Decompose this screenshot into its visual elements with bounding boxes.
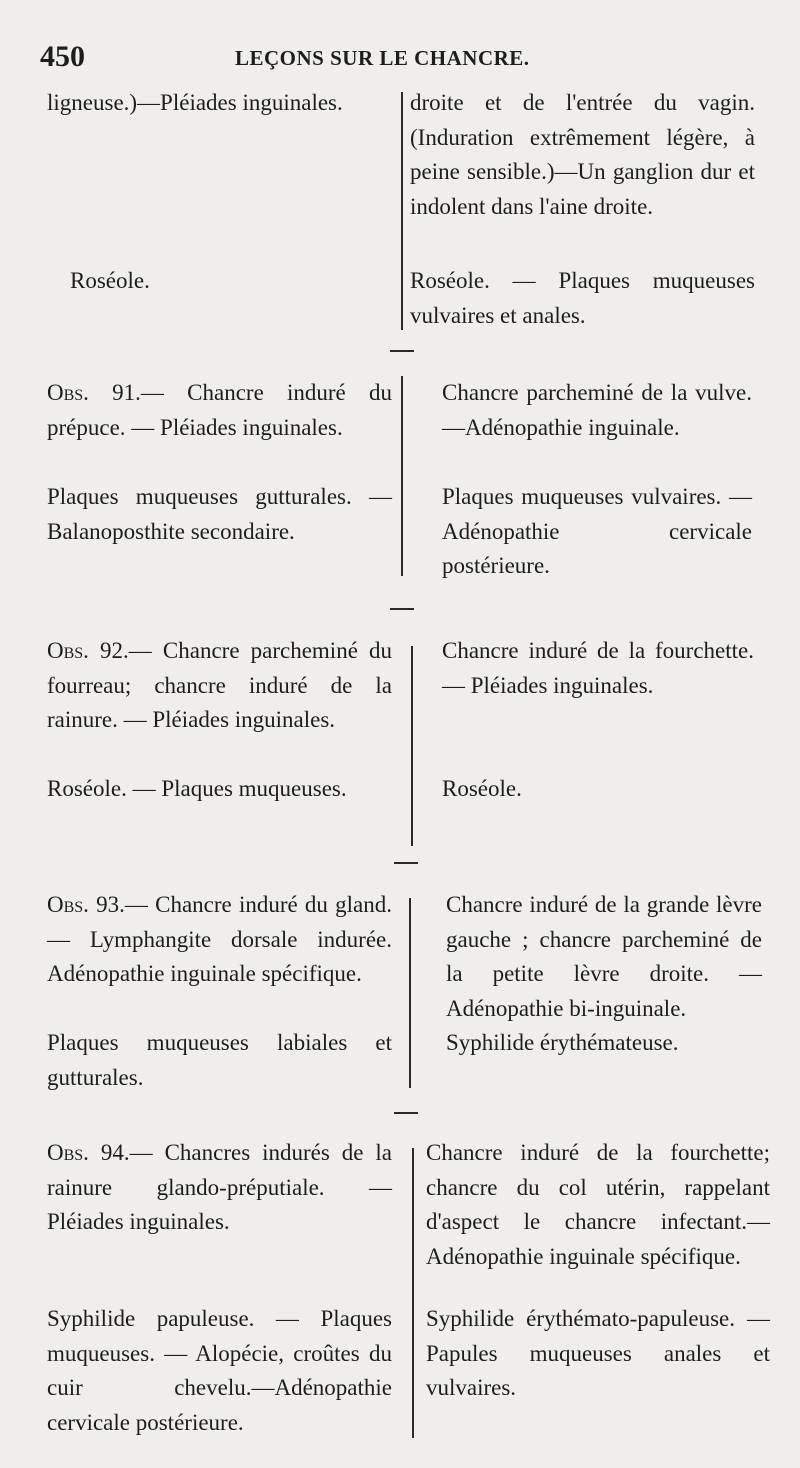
- intro-left-text: ligneuse.)—Pléiades inguinales.: [47, 90, 343, 115]
- obs-label: Obs. 93.: [47, 892, 125, 917]
- obs94-left-text: Obs. 94.— Chancres indurés de la rainure glando-préputiale. — Pléiades inguinales.: [47, 1140, 392, 1234]
- intro-left-secondary: Roséole.: [70, 268, 150, 293]
- obs-label: Obs. 94.: [47, 1140, 130, 1165]
- obs93-right-text: Chancre induré de la grande lèvre gauche ; chancre parcheminé de la petite lèvre droite. — Adénopathie bi-inguinale.: [446, 892, 762, 1021]
- obs93-left-secondary: Plaques muqueuses labiales et gutturales.: [47, 1030, 392, 1090]
- obs94-right-text: Chancre induré de la fourchette; chancre du col utérin, rappelant d'aspect le chancre infectant.— Adénopathie inguinale spécifique.: [426, 1140, 770, 1269]
- intro-right-text: droite et de l'entrée du vagin. (Induration extrêmement légère, à peine sensible.)—Un ganglion dur et indolent dans l'aine droite.: [410, 90, 755, 219]
- obs94-left-secondary: Syphilide papuleuse. — Plaques muqueuses. — Alopécie, croûtes du cuir chevelu.—Adénopathie cervicale postérieure.: [47, 1306, 392, 1435]
- column-divider: [411, 646, 413, 846]
- obs-label: Obs. 91.: [47, 380, 141, 405]
- page-number: 450: [40, 40, 85, 73]
- column-divider: [401, 376, 403, 576]
- section-separator: [390, 350, 414, 352]
- obs92-left-text: Obs. 92.— Chancre parcheminé du fourreau; chancre induré de la rainure. — Pléiades inguinales.: [47, 638, 393, 732]
- obs91-left-text: Obs. 91.— Chancre induré du prépuce. — Pléiades inguinales.: [47, 380, 392, 440]
- obs92-left-secondary: Roséole. — Plaques muqueuses.: [47, 776, 347, 801]
- obs93-right-secondary: Syphilide érythémateuse.: [446, 1030, 679, 1055]
- column-divider: [409, 898, 411, 1088]
- page-header: [40, 40, 760, 80]
- intro-right-secondary: Roséole. — Plaques muqueuses vulvaires et anales.: [410, 268, 755, 328]
- obs92-right-text: Chancre induré de la fourchette. — Pléiades inguinales.: [442, 638, 754, 698]
- obs92-right-secondary: Roséole.: [442, 776, 522, 801]
- obs94-right-secondary: Syphilide érythémato-papuleuse. — Papules muqueuses anales et vulvaires.: [426, 1306, 770, 1400]
- obs91-right-secondary: Plaques muqueuses vulvaires. — Adénopathie cervicale postérieure.: [442, 484, 752, 578]
- column-divider: [412, 1148, 414, 1438]
- running-title: LEÇONS SUR LE CHANCRE.: [235, 46, 530, 70]
- obs91-left-secondary: Plaques muqueuses gutturales. — Balanoposthite secondaire.: [47, 484, 392, 544]
- obs91-right-text: Chancre parcheminé de la vulve.—Adénopathie inguinale.: [442, 380, 752, 440]
- obs-label: Obs. 92.: [47, 638, 129, 663]
- obs93-left-text: Obs. 93.— Chancre induré du gland. — Lymphangite dorsale indurée. Adénopathie inguinale spécifique.: [47, 892, 393, 986]
- section-separator: [394, 862, 418, 864]
- section-separator: [394, 1112, 418, 1114]
- section-separator: [390, 608, 414, 610]
- column-divider: [401, 92, 403, 330]
